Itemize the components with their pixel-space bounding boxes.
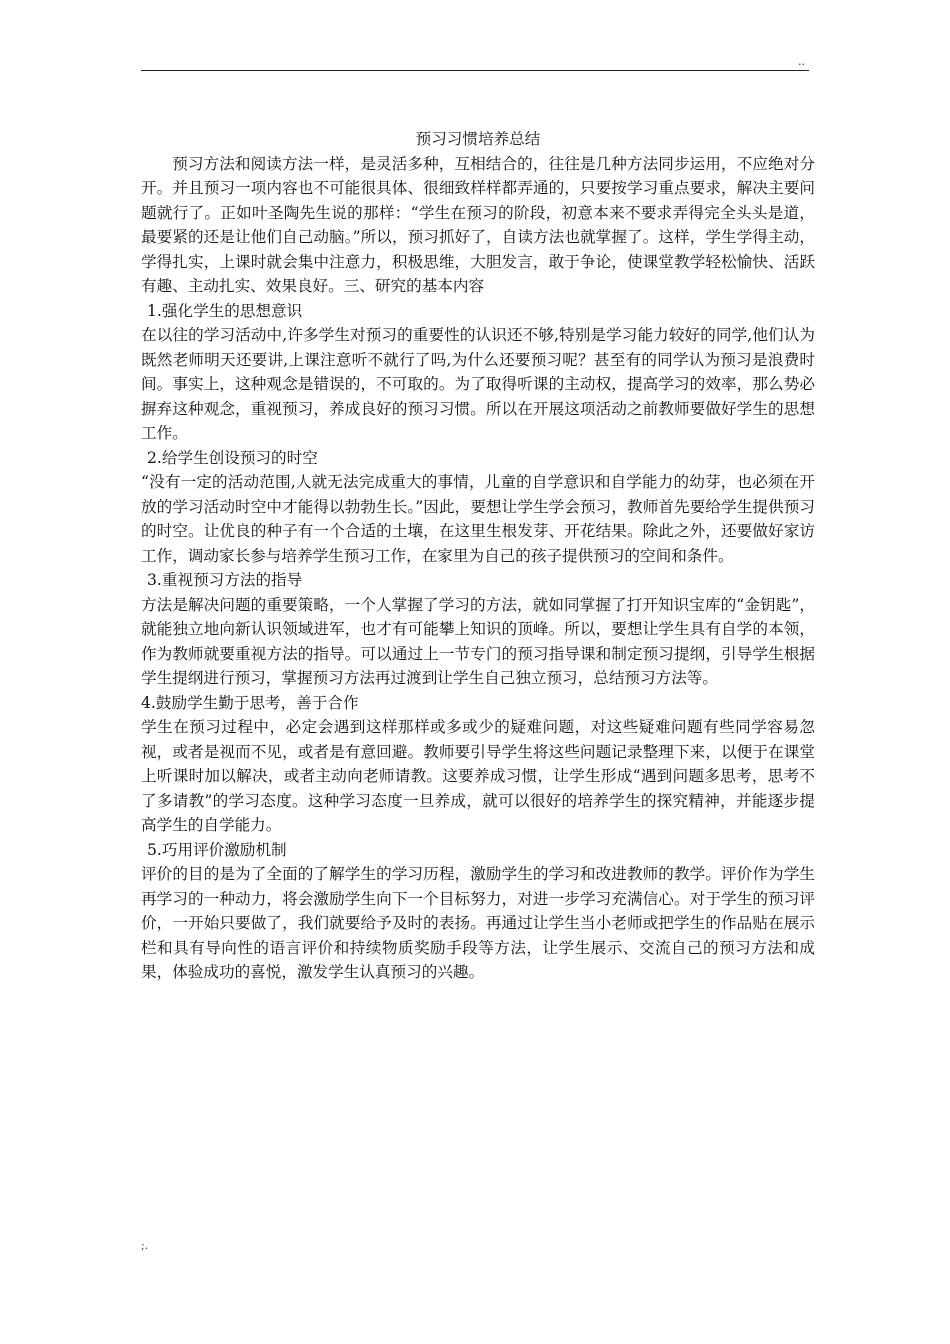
section-heading: 5.巧用评价激励机制 xyxy=(147,840,287,859)
intro-paragraph: 预习方法和阅读方法一样，是灵活多种，互相结合的，往往是几种方法同步运用，不应绝对分开。并且预习一项内容也不可能很具体、很细致样样都弄通的，只要按学习重点要求，解决主要问题就行了。正如叶圣陶先生说的那样：“学生在预习的阶段，初意本来不要求弄得完全头头是道，最要紧的还是让他们自己动脑。”所以，预习抓好了，自读方法也就掌握了。这样，学生学得主动，学得扎实，上课时就会集中注意力，积极思维，大胆发言，敢于争论，使课堂教学轻松愉快、活跃有趣、主动扎实、效果良好。三、研究的基本内容 xyxy=(141,154,815,295)
header-rule xyxy=(141,70,809,71)
section-heading: 1.强化学生的思想意识 xyxy=(147,301,303,320)
section-paragraph: “没有一定的活动范围,人就无法完成重大的事情，儿童的自学意识和自学能力的幼芽，也必须在开放的学习活动时空中才能得以勃勃生长。”因此，要想让学生学会预习，教师首先要给学生提供预习的时空。让优良的种子有一个合适的土壤，在这里生根发芽、开花结果。除此之外，还要做好家访工作，调动家长参与培养学生预习工作，在家里为自己的孩子提供预习的空间和条件。 xyxy=(141,473,815,565)
document-title: 预习习惯培养总结 xyxy=(415,130,541,148)
section-paragraph: 学生在预习过程中，必定会遇到这样那样或多或少的疑难问题，对这些疑难问题有些同学容易忽视，或者是视而不见，或者是有意回避。教师要引导学生将这些问题记录整理下来，以便于在课堂上听课时加以解决，或者主动向老师请教。这要养成习惯，让学生形成“遇到问题多思考，思考不了多请教”的学习态度。这种学习态度一旦养成，就可以很好的培养学生的探究精神，并能逐步提高学生的自学能力。 xyxy=(141,718,815,834)
section-heading: 3.重视预习方法的指导 xyxy=(147,571,303,589)
section-paragraph: 方法是解决问题的重要策略，一个人掌握了学习的方法，就如同掌握了打开知识宝库的“金钥匙”，就能独立地向新认识领域进军，也才有可能攀上知识的顶峰。所以，要想让学生具有自学的本领，作为教师就要重视方法的指导。可以通过上一节专门的预习指导课和制定预习提纲，引导学生根据学生提纲进行预习，掌握预习方法再过渡到让学生自己独立预习，总结预习方法等。 xyxy=(141,595,815,687)
section-paragraph: 评价的目的是为了全面的了解学生的学习历程，激励学生的学习和改进教师的教学。评价作为学生再学习的一种动力，将会激励学生向下一个目标努力，对进一步学习充满信心。对于学生的预习评价，一开始只要做了，我们就要给予及时的表扬。再通过让学生当小老师或把学生的作品贴在展示栏和具有导向性的语言评价和持续物质奖励手段等方法，让学生展示、交流自己的预习方法和成果，体验成功的喜悦，激发学生认真预习的兴趣。 xyxy=(141,865,815,981)
document-body xyxy=(141,127,815,985)
footer-mark: ;. xyxy=(141,1239,149,1252)
section-heading: 2.给学生创设预习的时空 xyxy=(147,448,318,467)
header-mark: .. xyxy=(798,55,805,68)
section-paragraph: 在以往的学习活动中,许多学生对预习的重要性的认识还不够,特别是学习能力较好的同学,他们认为既然老师明天还要讲,上课注意听不就行了吗,为什么还要预习呢？甚至有的同学认为预习是浪费时间。事实上，这种观念是错误的，不可取的。为了取得听课的主动权，提高学习的效率，那么势必摒弃这种观念，重视预习，养成良好的预习习惯。所以在开展这项活动之前教师要做好学生的思想工作。 xyxy=(141,326,815,442)
section-heading: 4.鼓励学生勤于思考，善于合作 xyxy=(141,693,359,712)
